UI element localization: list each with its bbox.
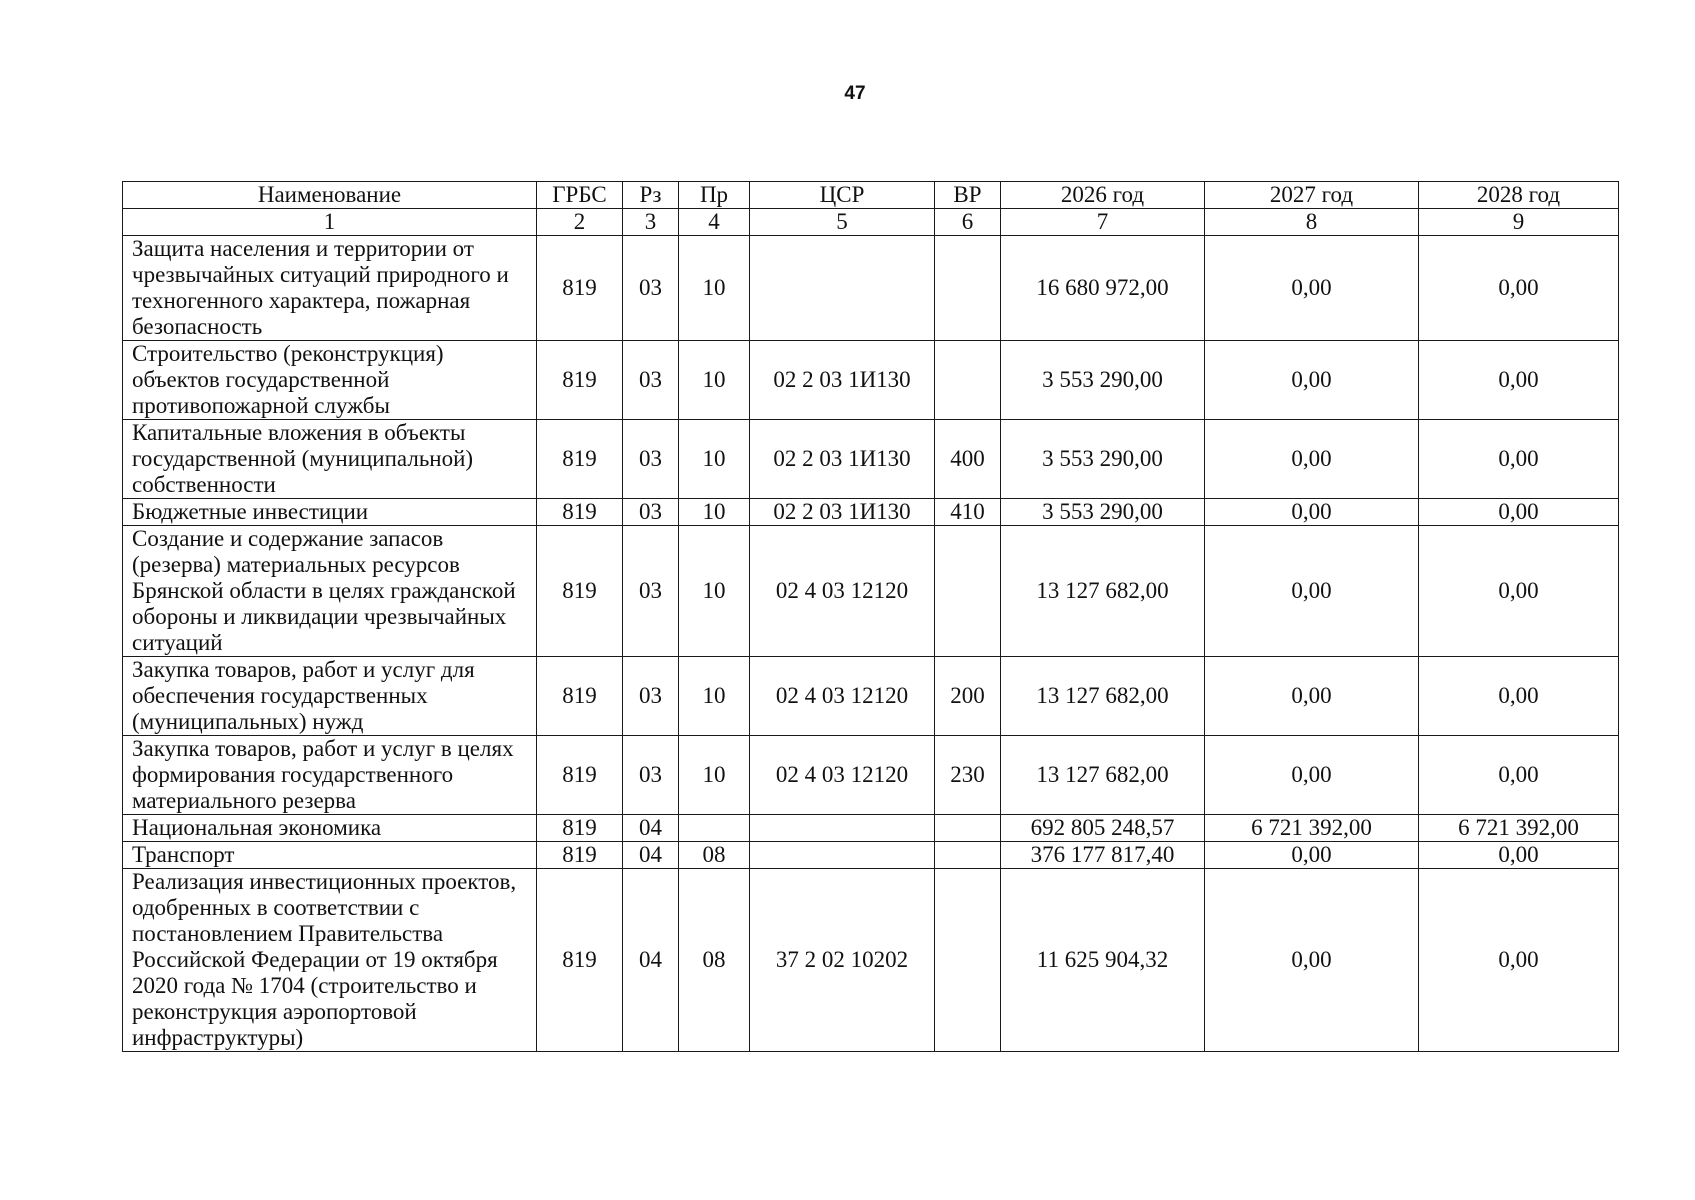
column-number-row [123, 209, 1619, 236]
row-pr: 08 [679, 869, 750, 1052]
row-vr [935, 842, 1001, 869]
row-rz: 03 [623, 236, 679, 341]
header-name: Наименование [123, 182, 537, 209]
row-2026: 3 553 290,00 [1001, 499, 1205, 526]
row-name: Закупка товаров, работ и услуг для обеспечения государственных (муниципальных) нужд [123, 657, 537, 736]
row-grbs: 819 [537, 736, 623, 815]
row-2028: 6 721 392,00 [1419, 815, 1619, 842]
row-csr [750, 842, 935, 869]
row-pr: 10 [679, 236, 750, 341]
column-number: 4 [679, 209, 750, 236]
row-rz: 03 [623, 341, 679, 420]
row-rz: 03 [623, 526, 679, 657]
row-pr: 10 [679, 526, 750, 657]
column-number: 9 [1419, 209, 1619, 236]
row-csr: 37 2 02 10202 [750, 869, 935, 1052]
row-2026: 11 625 904,32 [1001, 869, 1205, 1052]
row-2027: 6 721 392,00 [1205, 815, 1419, 842]
row-csr: 02 2 03 1И130 [750, 341, 935, 420]
row-rz: 03 [623, 657, 679, 736]
header-pr: Пр [679, 182, 750, 209]
row-vr [935, 526, 1001, 657]
table-row [123, 815, 1619, 842]
row-rz: 04 [623, 815, 679, 842]
row-grbs: 819 [537, 499, 623, 526]
row-2028: 0,00 [1419, 341, 1619, 420]
row-name: Транспорт [123, 842, 537, 869]
row-2027: 0,00 [1205, 341, 1419, 420]
row-vr: 400 [935, 420, 1001, 499]
column-number: 1 [123, 209, 537, 236]
row-grbs: 819 [537, 657, 623, 736]
header-2028: 2028 год [1419, 182, 1619, 209]
row-2028: 0,00 [1419, 420, 1619, 499]
row-name: Национальная экономика [123, 815, 537, 842]
row-csr [750, 236, 935, 341]
row-2026: 16 680 972,00 [1001, 236, 1205, 341]
row-2027: 0,00 [1205, 526, 1419, 657]
row-csr: 02 4 03 12120 [750, 526, 935, 657]
row-pr: 10 [679, 736, 750, 815]
row-name: Закупка товаров, работ и услуг в целях формирования государственного материального резерва [123, 736, 537, 815]
row-grbs: 819 [537, 526, 623, 657]
row-rz: 03 [623, 420, 679, 499]
row-grbs: 819 [537, 420, 623, 499]
row-csr: 02 4 03 12120 [750, 657, 935, 736]
row-vr: 230 [935, 736, 1001, 815]
row-name: Защита населения и территории от чрезвычайных ситуаций природного и техногенного характера, пожарная безопасность [123, 236, 537, 341]
row-name: Бюджетные инвестиции [123, 499, 537, 526]
row-2028: 0,00 [1419, 869, 1619, 1052]
row-name: Реализация инвестиционных проектов, одобренных в соответствии с постановлением Правительства Российской Федерации от 19 октября 2020 года № 1704 (строительство и реконструкция аэропортовой инфраструктуры) [123, 869, 537, 1052]
row-2027: 0,00 [1205, 869, 1419, 1052]
row-2027: 0,00 [1205, 236, 1419, 341]
row-2026: 3 553 290,00 [1001, 341, 1205, 420]
row-pr: 08 [679, 842, 750, 869]
table-row [123, 236, 1619, 341]
row-vr [935, 815, 1001, 842]
row-vr [935, 236, 1001, 341]
row-vr: 410 [935, 499, 1001, 526]
row-2027: 0,00 [1205, 420, 1419, 499]
row-2028: 0,00 [1419, 842, 1619, 869]
row-csr: 02 4 03 12120 [750, 736, 935, 815]
budget-table [122, 181, 1619, 1052]
row-csr: 02 2 03 1И130 [750, 420, 935, 499]
column-number: 6 [935, 209, 1001, 236]
row-grbs: 819 [537, 842, 623, 869]
header-vr: ВР [935, 182, 1001, 209]
row-2027: 0,00 [1205, 842, 1419, 869]
row-pr: 10 [679, 420, 750, 499]
row-2027: 0,00 [1205, 736, 1419, 815]
row-2026: 3 553 290,00 [1001, 420, 1205, 499]
row-2026: 692 805 248,57 [1001, 815, 1205, 842]
column-number: 8 [1205, 209, 1419, 236]
row-2028: 0,00 [1419, 736, 1619, 815]
row-pr: 10 [679, 499, 750, 526]
row-vr: 200 [935, 657, 1001, 736]
row-vr [935, 869, 1001, 1052]
table-row [123, 341, 1619, 420]
row-name: Строительство (реконструкция) объектов государственной противопожарной службы [123, 341, 537, 420]
row-grbs: 819 [537, 341, 623, 420]
row-name: Капитальные вложения в объекты государственной (муниципальной) собственности [123, 420, 537, 499]
row-2028: 0,00 [1419, 499, 1619, 526]
column-number: 3 [623, 209, 679, 236]
row-csr [750, 815, 935, 842]
row-vr [935, 341, 1001, 420]
header-rz: Рз [623, 182, 679, 209]
row-grbs: 819 [537, 815, 623, 842]
row-2027: 0,00 [1205, 657, 1419, 736]
row-2028: 0,00 [1419, 236, 1619, 341]
row-rz: 03 [623, 499, 679, 526]
row-pr: 10 [679, 657, 750, 736]
table-row [123, 657, 1619, 736]
header-row [123, 182, 1619, 209]
row-pr: 10 [679, 341, 750, 420]
row-rz: 03 [623, 736, 679, 815]
page-number: 47 [844, 83, 866, 104]
table-row [123, 420, 1619, 499]
row-rz: 04 [623, 842, 679, 869]
row-2027: 0,00 [1205, 499, 1419, 526]
row-grbs: 819 [537, 236, 623, 341]
row-2028: 0,00 [1419, 657, 1619, 736]
row-name: Создание и содержание запасов (резерва) материальных ресурсов Брянской области в целях гражданской обороны и ликвидации чрезвычайных ситуаций [123, 526, 537, 657]
row-2026: 376 177 817,40 [1001, 842, 1205, 869]
header-csr: ЦСР [750, 182, 935, 209]
row-grbs: 819 [537, 869, 623, 1052]
column-number: 2 [537, 209, 623, 236]
row-rz: 04 [623, 869, 679, 1052]
row-pr [679, 815, 750, 842]
table-row [123, 869, 1619, 1052]
header-grbs: ГРБС [537, 182, 623, 209]
header-2027: 2027 год [1205, 182, 1419, 209]
table-row [123, 499, 1619, 526]
header-2026: 2026 год [1001, 182, 1205, 209]
row-2028: 0,00 [1419, 526, 1619, 657]
table-row [123, 842, 1619, 869]
row-csr: 02 2 03 1И130 [750, 499, 935, 526]
column-number: 5 [750, 209, 935, 236]
table-row [123, 526, 1619, 657]
row-2026: 13 127 682,00 [1001, 657, 1205, 736]
column-number: 7 [1001, 209, 1205, 236]
row-2026: 13 127 682,00 [1001, 736, 1205, 815]
table-row [123, 736, 1619, 815]
row-2026: 13 127 682,00 [1001, 526, 1205, 657]
